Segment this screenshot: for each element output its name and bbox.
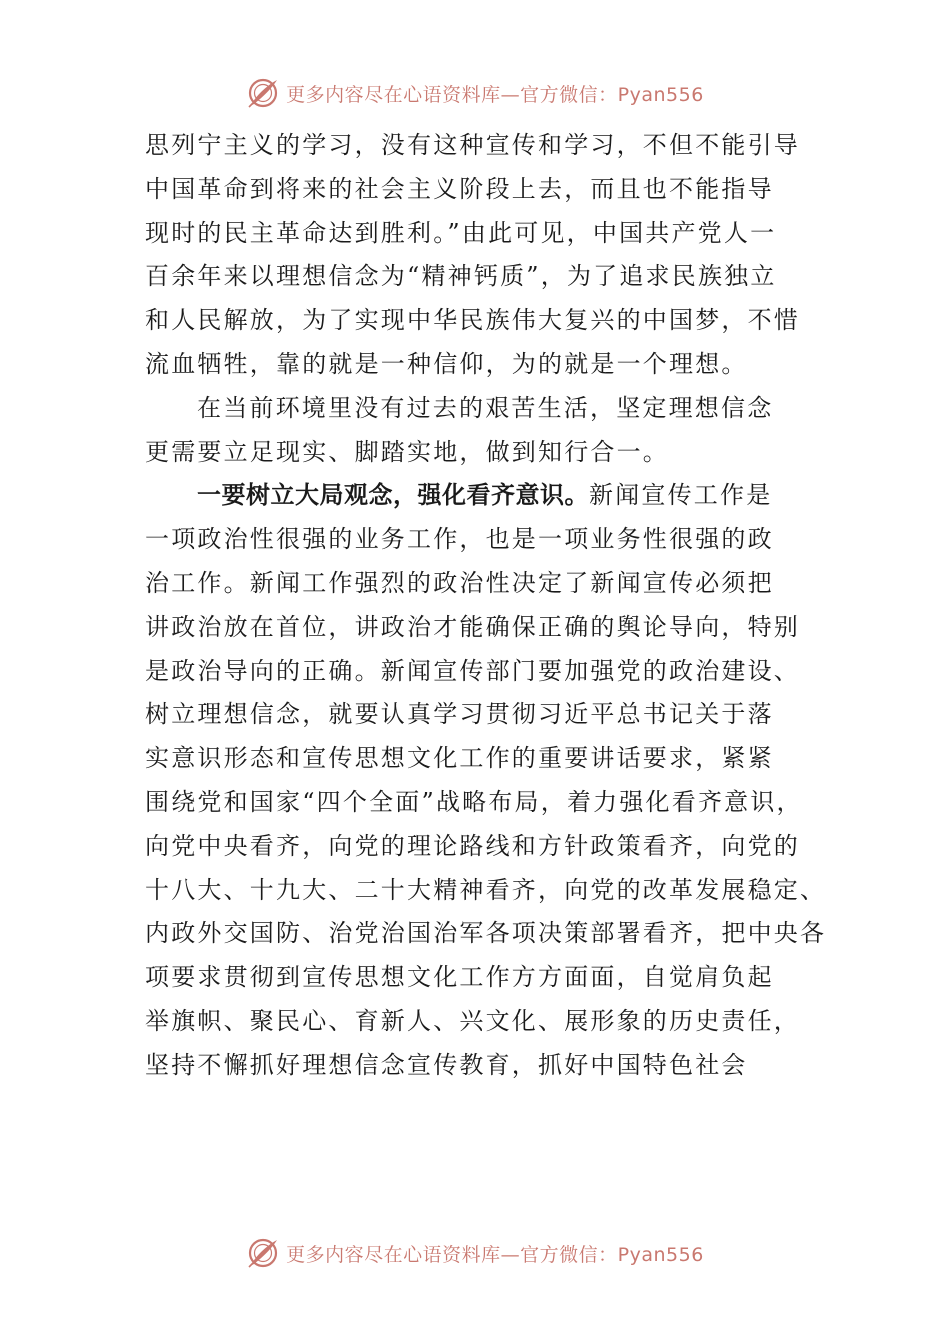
text-line: 治工作。新闻工作强烈的政治性决定了新闻宣传必须把 bbox=[145, 568, 774, 597]
text-line: 流血牺牲，靠的就是一种信仰，为的就是一个理想。 bbox=[145, 349, 748, 378]
text-line: 十八大、十九大、二十大精神看齐，向党的改革发展稳定、 bbox=[145, 875, 827, 904]
text-line: 坚持不懈抓好理想信念宣传教育，抓好中国特色社会 bbox=[145, 1050, 748, 1079]
text-line: 一项政治性很强的业务工作，也是一项业务性很强的政 bbox=[145, 525, 774, 554]
quill-logo-icon bbox=[246, 76, 280, 110]
watermark-text bbox=[286, 1240, 704, 1267]
watermark-account: Pyan556 bbox=[617, 1243, 704, 1266]
text-line: 向党中央看齐，向党的理论路线和方针政策看齐，向党的 bbox=[145, 831, 800, 860]
paragraph-lead-heading: 一要树立大局观念，强化看齐意识。 bbox=[197, 481, 589, 510]
text-line: 树立理想信念，就要认真学习贯彻习近平总书记关于落 bbox=[145, 700, 774, 729]
text-line: 中国革命到将来的社会主义阶段上去，而且也不能指导 bbox=[145, 174, 774, 203]
paragraph-first-text: 新闻宣传工作是 bbox=[589, 481, 773, 510]
footer-watermark bbox=[0, 1233, 950, 1273]
text-line: 举旗帜、聚民心、育新人、兴文化、展形象的历史责任， bbox=[145, 1006, 800, 1035]
text-line: 百余年来以理想信念为“精神钙质”，为了追求民族独立 bbox=[145, 262, 777, 291]
text-line: 现时的民主革命达到胜利。”由此可见，中国共产党人一 bbox=[145, 218, 777, 247]
text-line: 在当前环境里没有过去的艰苦生活，坚定理想信念 bbox=[197, 393, 774, 422]
text-line: 围绕党和国家“四个全面”战略布局，着力强化看齐意识， bbox=[145, 787, 803, 816]
document-body bbox=[145, 124, 827, 1088]
quill-logo-icon bbox=[246, 1236, 280, 1270]
text-line: 项要求贯彻到宣传思想文化工作方方面面，自觉肩负起 bbox=[145, 963, 774, 992]
text-line: 更需要立足现实、脚踏实地，做到知行合一。 bbox=[145, 437, 669, 466]
watermark-prefix: 更多内容尽在心语资料库—官方微信： bbox=[286, 83, 618, 106]
watermark-prefix: 更多内容尽在心语资料库—官方微信： bbox=[286, 1243, 618, 1266]
text-line: 讲政治放在首位，讲政治才能确保正确的舆论导向，特别 bbox=[145, 612, 800, 641]
text-line: 是政治导向的正确。新闻宣传部门要加强党的政治建设、 bbox=[145, 656, 800, 685]
text-line: 思列宁主义的学习，没有这种宣传和学习，不但不能引导 bbox=[145, 131, 800, 159]
watermark-account: Pyan556 bbox=[617, 83, 704, 106]
text-line: 实意识形态和宣传思想文化工作的重要讲话要求，紧紧 bbox=[145, 744, 774, 773]
text-line: 内政外交国防、治党治国治军各项决策部署看齐，把中央各 bbox=[145, 919, 827, 948]
header-watermark bbox=[0, 73, 950, 113]
watermark-text bbox=[286, 80, 704, 107]
text-line: 和人民解放，为了实现中华民族伟大复兴的中国梦，不惜 bbox=[145, 306, 800, 335]
paragraph-first-line bbox=[145, 474, 815, 518]
